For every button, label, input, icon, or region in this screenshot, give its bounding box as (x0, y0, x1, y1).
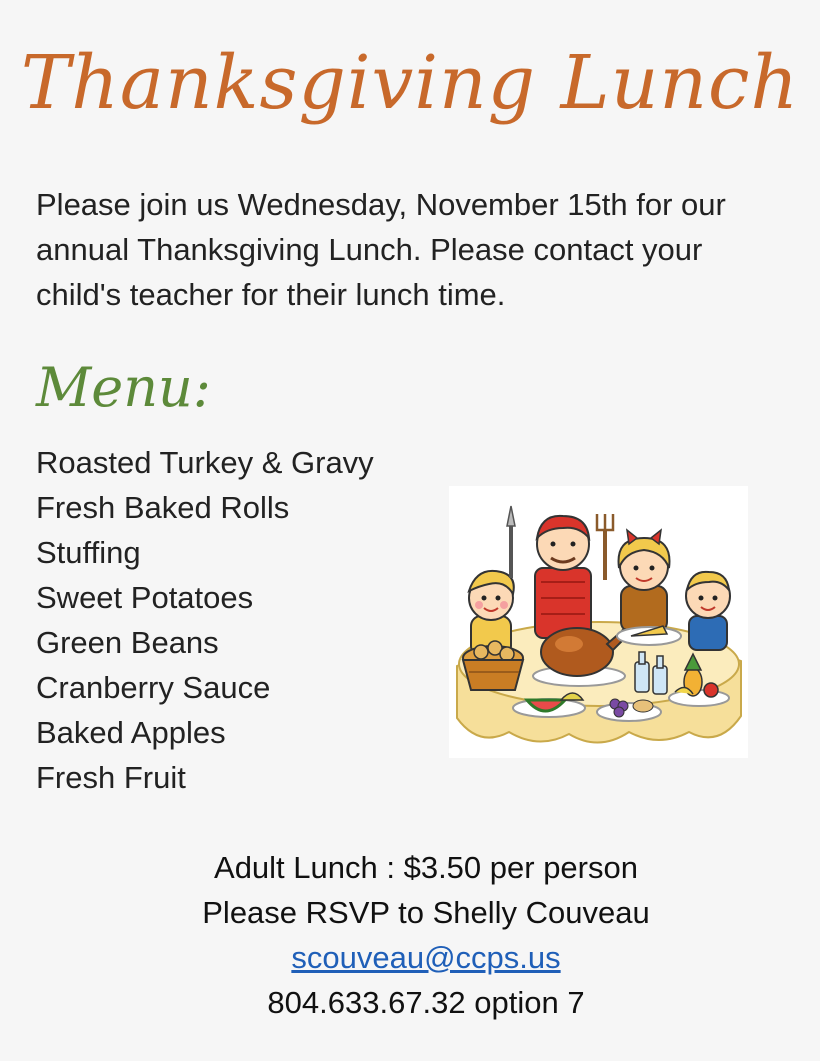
adult-lunch-price: Adult Lunch : $3.50 per person (214, 850, 638, 885)
menu-item: Cranberry Sauce (36, 670, 271, 705)
menu-item: Roasted Turkey & Gravy (36, 445, 374, 480)
pie-plate-icon (617, 626, 681, 645)
menu-item: Sweet Potatoes (36, 580, 254, 615)
intro-line: child's teacher for their lunch time. (36, 277, 506, 312)
email-link[interactable]: scouveau@ccps.us (291, 940, 561, 975)
menu-item: Green Beans (36, 625, 219, 660)
page-title: Thanksgiving Lunch (20, 40, 800, 126)
menu-item: Baked Apples (36, 715, 226, 750)
phone-number: 804.633.67.32 option 7 (267, 985, 585, 1020)
menu-heading: Menu: (36, 356, 211, 419)
family-thanksgiving-dinner-illustration (449, 486, 748, 758)
rsvp-line: Please RSVP to Shelly Couveau (202, 895, 650, 930)
menu-item: Fresh Baked Rolls (36, 490, 290, 525)
menu-item: Stuffing (36, 535, 141, 570)
intro-line: Please join us Wednesday, November 15th for our (36, 187, 726, 222)
intro-paragraph (36, 182, 796, 317)
girl-with-bow-figure (619, 530, 670, 632)
boy-right-figure (686, 572, 730, 650)
menu-list (36, 440, 374, 800)
intro-line: annual Thanksgiving Lunch. Please contact your (36, 232, 703, 267)
menu-item: Fresh Fruit (36, 760, 186, 795)
footer-contact (0, 845, 820, 1025)
